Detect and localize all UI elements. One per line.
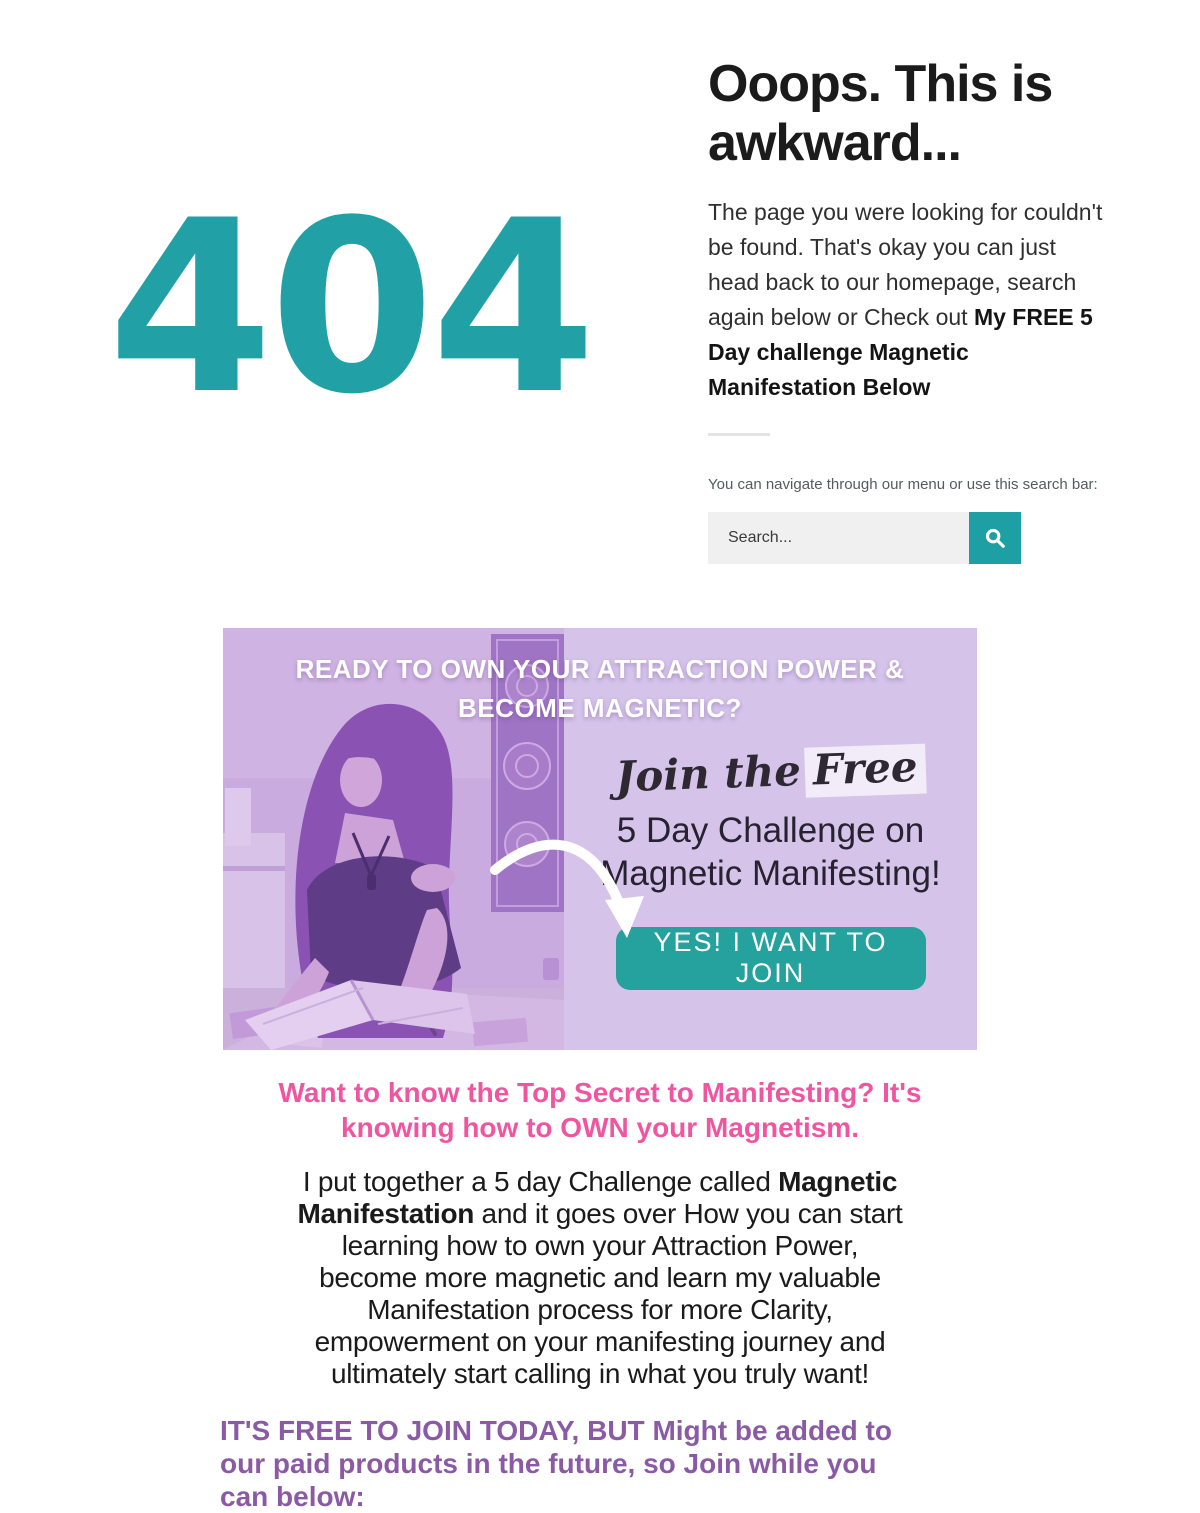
promo-headline-line1: READY TO OWN YOUR ATTRACTION POWER & [295,653,905,684]
pink-heading-line1: Want to know the Top Secret to Manifesting? It's [278,1076,922,1108]
search-bar [708,512,1021,564]
pink-heading-line2: knowing how to OWN your Magnetism. [341,1111,859,1143]
promo-subtitle-line1: 5 Day Challenge on [616,810,925,850]
nav-hint-text: You can navigate through our menu or use this search bar: [708,475,1098,493]
description-regular: The page you were looking for couldn't be found. That's okay you can just head back to our homepage, search again below or Check out [708,198,1103,330]
paragraph-line: empowerment on your manifesting journey and [314,1325,886,1357]
challenge-paragraph [220,1166,980,1390]
promo-headline-line2: BECOME MAGNETIC? [458,692,742,723]
search-input[interactable] [708,512,969,564]
paragraph-line: I put together a 5 day Challenge called Magnetic [302,1165,898,1197]
page-description [708,195,1106,405]
purple-note [220,1414,980,1513]
paragraph-line: Manifestation process for more Clarity, [367,1293,833,1325]
description-bold: My FREE 5 Day challenge Magnetic Manifestation Below [708,303,1093,400]
promo-script-prefix: Join the [614,745,802,801]
hero-section [0,0,1200,564]
promo-banner[interactable] [223,628,977,1050]
promo-right-panel [564,741,977,990]
search-button[interactable] [969,512,1021,564]
purple-note-line3: can below: [220,1480,365,1512]
paragraph-line: ultimately start calling in what you truly want! [330,1357,870,1389]
error-code: 404 [107,170,593,448]
promo-script-highlight: Free [804,743,926,797]
promo-subtitle-line2: Magnetic Manifesting! [600,853,941,893]
paragraph-line: Manifestation and it goes over How you can start [297,1197,903,1229]
page-title: Ooops. This is awkward... [708,55,1053,172]
paragraph-line: become more magnetic and learn my valuable [319,1261,881,1293]
purple-note-line2: our paid products in the future, so Join while you [220,1447,877,1479]
content-section [220,1075,980,1513]
purple-note-line1: IT'S FREE TO JOIN TODAY, BUT Might be added to [220,1414,892,1446]
promo-subtitle [564,809,977,895]
promo-headline [223,650,977,728]
hero-text-column [708,55,1106,564]
promo-script-text [563,741,977,806]
error-code-column [0,55,615,564]
divider [708,433,770,436]
join-challenge-button[interactable]: YES! I WANT TO JOIN [616,927,926,990]
pink-heading [220,1075,980,1145]
search-icon [984,527,1006,549]
paragraph-line: learning how to own your Attraction Power, [341,1229,859,1261]
